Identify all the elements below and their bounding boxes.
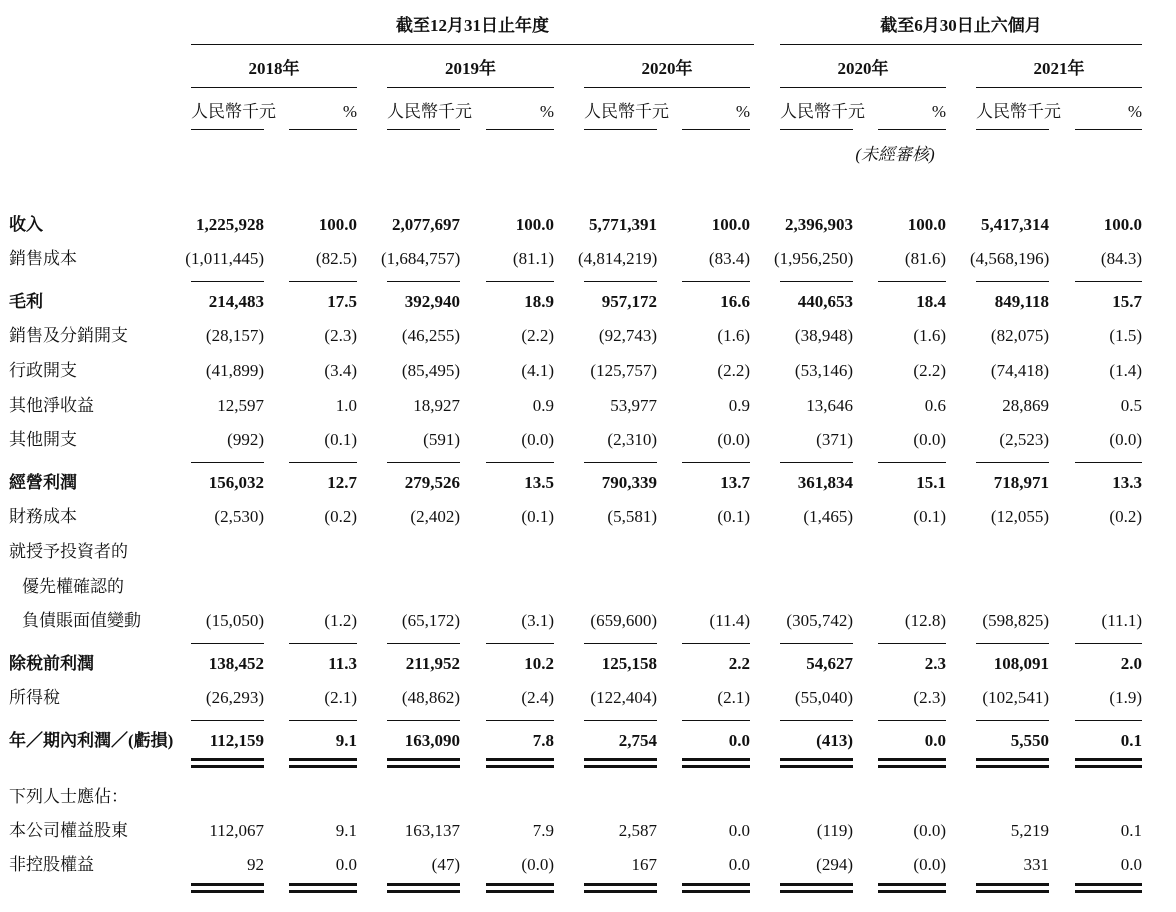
amount-cell: (371): [816, 430, 853, 449]
percent-rule: [289, 129, 357, 130]
total-double-rule: [682, 890, 750, 893]
total-double-rule: [1075, 765, 1142, 768]
total-double-rule: [1075, 758, 1142, 761]
unit-label: 人民幣千元: [584, 102, 669, 121]
subtotal-rule: [878, 462, 946, 463]
unit-rule: [976, 129, 1049, 130]
total-double-rule: [289, 890, 357, 893]
total-double-rule: [682, 883, 750, 886]
row-label: 負債賬面值變動: [22, 611, 141, 630]
amount-cell: 163,090: [404, 731, 460, 750]
row-label: 銷售成本: [9, 249, 77, 268]
percent-rule: [878, 129, 946, 130]
unaudited-note: (未經審核): [855, 145, 935, 164]
year-header: 2018年: [248, 59, 300, 78]
subtotal-rule: [584, 720, 657, 721]
year-header: 2019年: [445, 59, 496, 78]
amount-cell: (47): [431, 855, 460, 874]
percent-cell: (1.5): [1109, 326, 1142, 345]
percent-cell: 2.3: [924, 654, 946, 673]
total-double-rule: [486, 890, 554, 893]
subtotal-rule: [584, 281, 657, 282]
percent-cell: (2.2): [717, 361, 750, 380]
percent-cell: (0.0): [521, 430, 554, 449]
percent-cell: (0.2): [324, 507, 357, 526]
group-rule-interim: [780, 44, 1142, 45]
unit-label: 人民幣千元: [976, 102, 1061, 121]
amount-cell: (48,862): [401, 688, 460, 707]
row-label: 其他淨收益: [9, 396, 94, 415]
row-label: 本公司權益股東: [9, 821, 128, 840]
total-double-rule: [387, 890, 460, 893]
amount-cell: 163,137: [404, 821, 460, 840]
row-label: 年／期內利潤／(虧損): [9, 731, 174, 750]
total-double-rule: [584, 758, 657, 761]
amount-cell: 2,587: [618, 821, 657, 840]
subtotal-rule: [289, 462, 357, 463]
percent-cell: 0.0: [728, 731, 750, 750]
total-double-rule: [878, 765, 946, 768]
row-label: 優先權確認的: [22, 577, 124, 596]
percent-cell: 0.0: [335, 855, 357, 874]
total-double-rule: [486, 758, 554, 761]
row-label: 收入: [9, 215, 43, 234]
amount-cell: (598,825): [982, 611, 1049, 630]
percent-cell: (3.4): [324, 361, 357, 380]
subtotal-rule: [1075, 720, 1142, 721]
subtotal-rule: [780, 281, 853, 282]
amount-cell: (85,495): [401, 361, 460, 380]
percent-label: %: [931, 102, 946, 121]
row-label: 非控股權益: [9, 855, 94, 874]
amount-cell: (659,600): [590, 611, 657, 630]
amount-cell: 112,067: [209, 821, 264, 840]
amount-cell: (2,310): [607, 430, 657, 449]
percent-cell: 0.9: [728, 396, 750, 415]
percent-label: %: [539, 102, 554, 121]
percent-rule: [682, 129, 750, 130]
amount-cell: (92,743): [598, 326, 657, 345]
percent-cell: (0.0): [913, 821, 946, 840]
row-label: 其他開支: [9, 430, 77, 449]
total-double-rule: [976, 883, 1049, 886]
amount-cell: (46,255): [401, 326, 460, 345]
amount-cell: (12,055): [990, 507, 1049, 526]
year-rule: [780, 87, 946, 88]
percent-cell: 13.7: [720, 473, 750, 492]
row-label: 毛利: [9, 292, 43, 311]
percent-cell: (2.1): [324, 688, 357, 707]
amount-cell: 718,971: [993, 473, 1049, 492]
subtotal-rule: [191, 462, 264, 463]
total-double-rule: [387, 765, 460, 768]
amount-cell: 331: [1023, 855, 1049, 874]
percent-cell: 0.1: [1120, 731, 1142, 750]
percent-cell: 2.0: [1120, 654, 1142, 673]
amount-cell: (2,523): [999, 430, 1049, 449]
group-header-annual: 截至12月31日止年度: [396, 16, 549, 35]
subtotal-rule: [976, 281, 1049, 282]
subtotal-rule: [584, 643, 657, 644]
subtotal-rule: [976, 462, 1049, 463]
amount-cell: (992): [227, 430, 264, 449]
amount-cell: (122,404): [590, 688, 657, 707]
amount-cell: (119): [816, 821, 853, 840]
subtotal-rule: [387, 462, 460, 463]
amount-cell: 138,452: [208, 654, 264, 673]
subtotal-rule: [1075, 281, 1142, 282]
total-double-rule: [780, 883, 853, 886]
total-double-rule: [289, 883, 357, 886]
percent-cell: (0.1): [521, 507, 554, 526]
subtotal-rule: [486, 643, 554, 644]
amount-cell: (65,172): [401, 611, 460, 630]
percent-cell: (4.1): [521, 361, 554, 380]
percent-label: %: [735, 102, 750, 121]
unit-rule: [584, 129, 657, 130]
unit-rule: [191, 129, 264, 130]
row-label: 就授予投資者的: [9, 542, 128, 561]
amount-cell: (4,568,196): [970, 249, 1050, 268]
amount-cell: (102,541): [982, 688, 1049, 707]
total-double-rule: [1075, 890, 1142, 893]
subtotal-rule: [780, 720, 853, 721]
year-rule: [191, 87, 357, 88]
percent-cell: (2.4): [521, 688, 554, 707]
subtotal-rule: [682, 281, 750, 282]
percent-cell: 15.7: [1112, 292, 1142, 311]
subtotal-rule: [1075, 643, 1142, 644]
amount-cell: (55,040): [794, 688, 853, 707]
subtotal-rule: [191, 720, 264, 721]
amount-cell: (1,956,250): [774, 249, 854, 268]
row-label: 行政開支: [9, 361, 77, 380]
percent-cell: 13.5: [524, 473, 554, 492]
percent-label: %: [342, 102, 357, 121]
percent-cell: 100.0: [711, 215, 750, 234]
amount-cell: 2,077,697: [392, 215, 460, 234]
total-double-rule: [289, 758, 357, 761]
percent-cell: 0.1: [1120, 821, 1142, 840]
amount-cell: (2,402): [410, 507, 460, 526]
percent-cell: 12.7: [327, 473, 357, 492]
percent-cell: (3.1): [521, 611, 554, 630]
subtotal-rule: [682, 643, 750, 644]
subtotal-rule: [780, 643, 853, 644]
total-double-rule: [976, 765, 1049, 768]
unit-rule: [387, 129, 460, 130]
amount-cell: (82,075): [990, 326, 1049, 345]
percent-cell: 7.8: [532, 731, 554, 750]
row-label: 除稅前利潤: [9, 654, 94, 673]
percent-cell: 0.0: [1120, 855, 1142, 874]
amount-cell: (53,146): [794, 361, 853, 380]
percent-cell: (0.1): [324, 430, 357, 449]
amount-cell: (125,757): [590, 361, 657, 380]
percent-cell: 18.9: [524, 292, 554, 311]
amount-cell: 957,172: [601, 292, 657, 311]
percent-cell: (2.2): [521, 326, 554, 345]
percent-cell: 0.5: [1120, 396, 1142, 415]
percent-cell: (0.0): [717, 430, 750, 449]
total-double-rule: [584, 883, 657, 886]
amount-cell: 18,927: [413, 396, 460, 415]
total-double-rule: [584, 765, 657, 768]
percent-cell: 0.9: [532, 396, 554, 415]
percent-cell: 9.1: [335, 821, 357, 840]
total-double-rule: [878, 758, 946, 761]
amount-cell: 5,219: [1010, 821, 1049, 840]
year-rule: [387, 87, 554, 88]
percent-cell: (0.1): [913, 507, 946, 526]
subtotal-rule: [976, 643, 1049, 644]
percent-cell: (83.4): [708, 249, 750, 268]
percent-cell: 0.0: [728, 821, 750, 840]
amount-cell: 167: [631, 855, 657, 874]
percent-cell: (2.2): [913, 361, 946, 380]
amount-cell: 156,032: [208, 473, 264, 492]
subtotal-rule: [191, 643, 264, 644]
total-double-rule: [780, 765, 853, 768]
total-double-rule: [1075, 883, 1142, 886]
group-header-interim: 截至6月30日止六個月: [880, 16, 1042, 35]
year-header: 2020年: [837, 59, 889, 78]
percent-cell: 100.0: [318, 215, 357, 234]
percent-cell: 13.3: [1112, 473, 1142, 492]
subtotal-rule: [289, 643, 357, 644]
row-label: 財務成本: [9, 507, 77, 526]
amount-cell: (28,157): [205, 326, 264, 345]
row-label: 下列人士應佔：: [9, 787, 128, 806]
amount-cell: (5,581): [607, 507, 657, 526]
year-rule: [976, 87, 1142, 88]
percent-cell: 0.0: [924, 731, 946, 750]
group-rule-annual: [191, 44, 754, 45]
total-double-rule: [780, 890, 853, 893]
amount-cell: 279,526: [404, 473, 460, 492]
total-double-rule: [191, 883, 264, 886]
percent-cell: (82.5): [315, 249, 357, 268]
percent-cell: 100.0: [1103, 215, 1142, 234]
amount-cell: 2,754: [618, 731, 657, 750]
amount-cell: 790,339: [601, 473, 657, 492]
total-double-rule: [976, 890, 1049, 893]
percent-cell: (0.1): [717, 507, 750, 526]
percent-cell: 16.6: [720, 292, 750, 311]
year-rule: [584, 87, 750, 88]
amount-cell: 5,417,314: [981, 215, 1049, 234]
percent-cell: (0.0): [913, 430, 946, 449]
subtotal-rule: [878, 720, 946, 721]
amount-cell: (38,948): [794, 326, 853, 345]
percent-cell: (1.4): [1109, 361, 1142, 380]
amount-cell: (2,530): [214, 507, 264, 526]
year-header: 2020年: [641, 59, 693, 78]
percent-cell: (2.3): [913, 688, 946, 707]
percent-cell: (2.3): [324, 326, 357, 345]
subtotal-rule: [387, 720, 460, 721]
subtotal-rule: [780, 462, 853, 463]
amount-cell: 125,158: [601, 654, 657, 673]
amount-cell: 2,396,903: [785, 215, 853, 234]
row-label: 經營利潤: [9, 473, 77, 492]
percent-rule: [486, 129, 554, 130]
percent-cell: 2.2: [728, 654, 750, 673]
total-double-rule: [682, 758, 750, 761]
percent-cell: (0.2): [1109, 507, 1142, 526]
percent-cell: (0.0): [521, 855, 554, 874]
percent-cell: 17.5: [327, 292, 357, 311]
total-double-rule: [878, 890, 946, 893]
subtotal-rule: [1075, 462, 1142, 463]
percent-cell: (1.6): [717, 326, 750, 345]
subtotal-rule: [191, 281, 264, 282]
percent-cell: 0.0: [728, 855, 750, 874]
amount-cell: 108,091: [993, 654, 1049, 673]
percent-cell: 18.4: [916, 292, 946, 311]
percent-cell: 7.9: [532, 821, 554, 840]
amount-cell: (41,899): [205, 361, 264, 380]
amount-cell: 1,225,928: [196, 215, 264, 234]
amount-cell: (1,465): [803, 507, 853, 526]
percent-label: %: [1127, 102, 1142, 121]
subtotal-rule: [878, 643, 946, 644]
amount-cell: 53,977: [610, 396, 657, 415]
amount-cell: (413): [816, 731, 853, 750]
subtotal-rule: [682, 720, 750, 721]
percent-cell: (84.3): [1100, 249, 1142, 268]
subtotal-rule: [387, 643, 460, 644]
percent-cell: (81.1): [512, 249, 554, 268]
amount-cell: (15,050): [205, 611, 264, 630]
unit-rule: [780, 129, 853, 130]
percent-cell: 11.3: [328, 654, 357, 673]
subtotal-rule: [584, 462, 657, 463]
percent-rule: [1075, 129, 1142, 130]
total-double-rule: [191, 758, 264, 761]
percent-cell: (11.1): [1101, 611, 1142, 630]
amount-cell: (4,814,219): [578, 249, 658, 268]
amount-cell: 54,627: [806, 654, 853, 673]
subtotal-rule: [878, 281, 946, 282]
amount-cell: 12,597: [217, 396, 264, 415]
percent-cell: (12.8): [904, 611, 946, 630]
percent-cell: (2.1): [717, 688, 750, 707]
amount-cell: (26,293): [205, 688, 264, 707]
total-double-rule: [976, 758, 1049, 761]
total-double-rule: [486, 883, 554, 886]
amount-cell: 440,653: [797, 292, 853, 311]
percent-cell: (81.6): [904, 249, 946, 268]
amount-cell: 5,550: [1010, 731, 1049, 750]
total-double-rule: [780, 758, 853, 761]
amount-cell: 5,771,391: [589, 215, 657, 234]
percent-cell: 1.0: [335, 396, 357, 415]
percent-cell: (1.2): [324, 611, 357, 630]
percent-cell: 9.1: [335, 731, 357, 750]
subtotal-rule: [486, 720, 554, 721]
percent-cell: (1.9): [1109, 688, 1142, 707]
percent-cell: 100.0: [515, 215, 554, 234]
row-label: 所得稅: [9, 688, 60, 707]
amount-cell: (1,011,445): [185, 249, 264, 268]
percent-cell: 15.1: [916, 473, 946, 492]
amount-cell: (1,684,757): [381, 249, 461, 268]
subtotal-rule: [976, 720, 1049, 721]
total-double-rule: [878, 883, 946, 886]
unit-label: 人民幣千元: [780, 102, 865, 121]
total-double-rule: [387, 758, 460, 761]
amount-cell: 92: [247, 855, 264, 874]
total-double-rule: [191, 765, 264, 768]
total-double-rule: [289, 765, 357, 768]
amount-cell: (294): [816, 855, 853, 874]
total-double-rule: [584, 890, 657, 893]
subtotal-rule: [682, 462, 750, 463]
percent-cell: (11.4): [709, 611, 750, 630]
percent-cell: 10.2: [524, 654, 554, 673]
unit-label: 人民幣千元: [387, 102, 472, 121]
total-double-rule: [387, 883, 460, 886]
amount-cell: 112,159: [209, 731, 264, 750]
amount-cell: (74,418): [990, 361, 1049, 380]
amount-cell: 214,483: [208, 292, 264, 311]
percent-cell: (0.0): [1109, 430, 1142, 449]
amount-cell: 361,834: [797, 473, 853, 492]
unit-label: 人民幣千元: [191, 102, 276, 121]
total-double-rule: [486, 765, 554, 768]
amount-cell: (305,742): [786, 611, 853, 630]
total-double-rule: [191, 890, 264, 893]
subtotal-rule: [387, 281, 460, 282]
subtotal-rule: [486, 462, 554, 463]
amount-cell: 211,952: [405, 654, 460, 673]
amount-cell: 13,646: [806, 396, 853, 415]
amount-cell: 392,940: [404, 292, 460, 311]
subtotal-rule: [289, 720, 357, 721]
amount-cell: (591): [423, 430, 460, 449]
row-label: 銷售及分銷開支: [9, 326, 128, 345]
subtotal-rule: [486, 281, 554, 282]
total-double-rule: [682, 765, 750, 768]
amount-cell: 849,118: [994, 292, 1049, 311]
subtotal-rule: [289, 281, 357, 282]
percent-cell: 100.0: [907, 215, 946, 234]
percent-cell: (0.0): [913, 855, 946, 874]
percent-cell: (1.6): [913, 326, 946, 345]
percent-cell: 0.6: [924, 396, 946, 415]
amount-cell: 28,869: [1002, 396, 1049, 415]
year-header: 2021年: [1033, 59, 1085, 78]
